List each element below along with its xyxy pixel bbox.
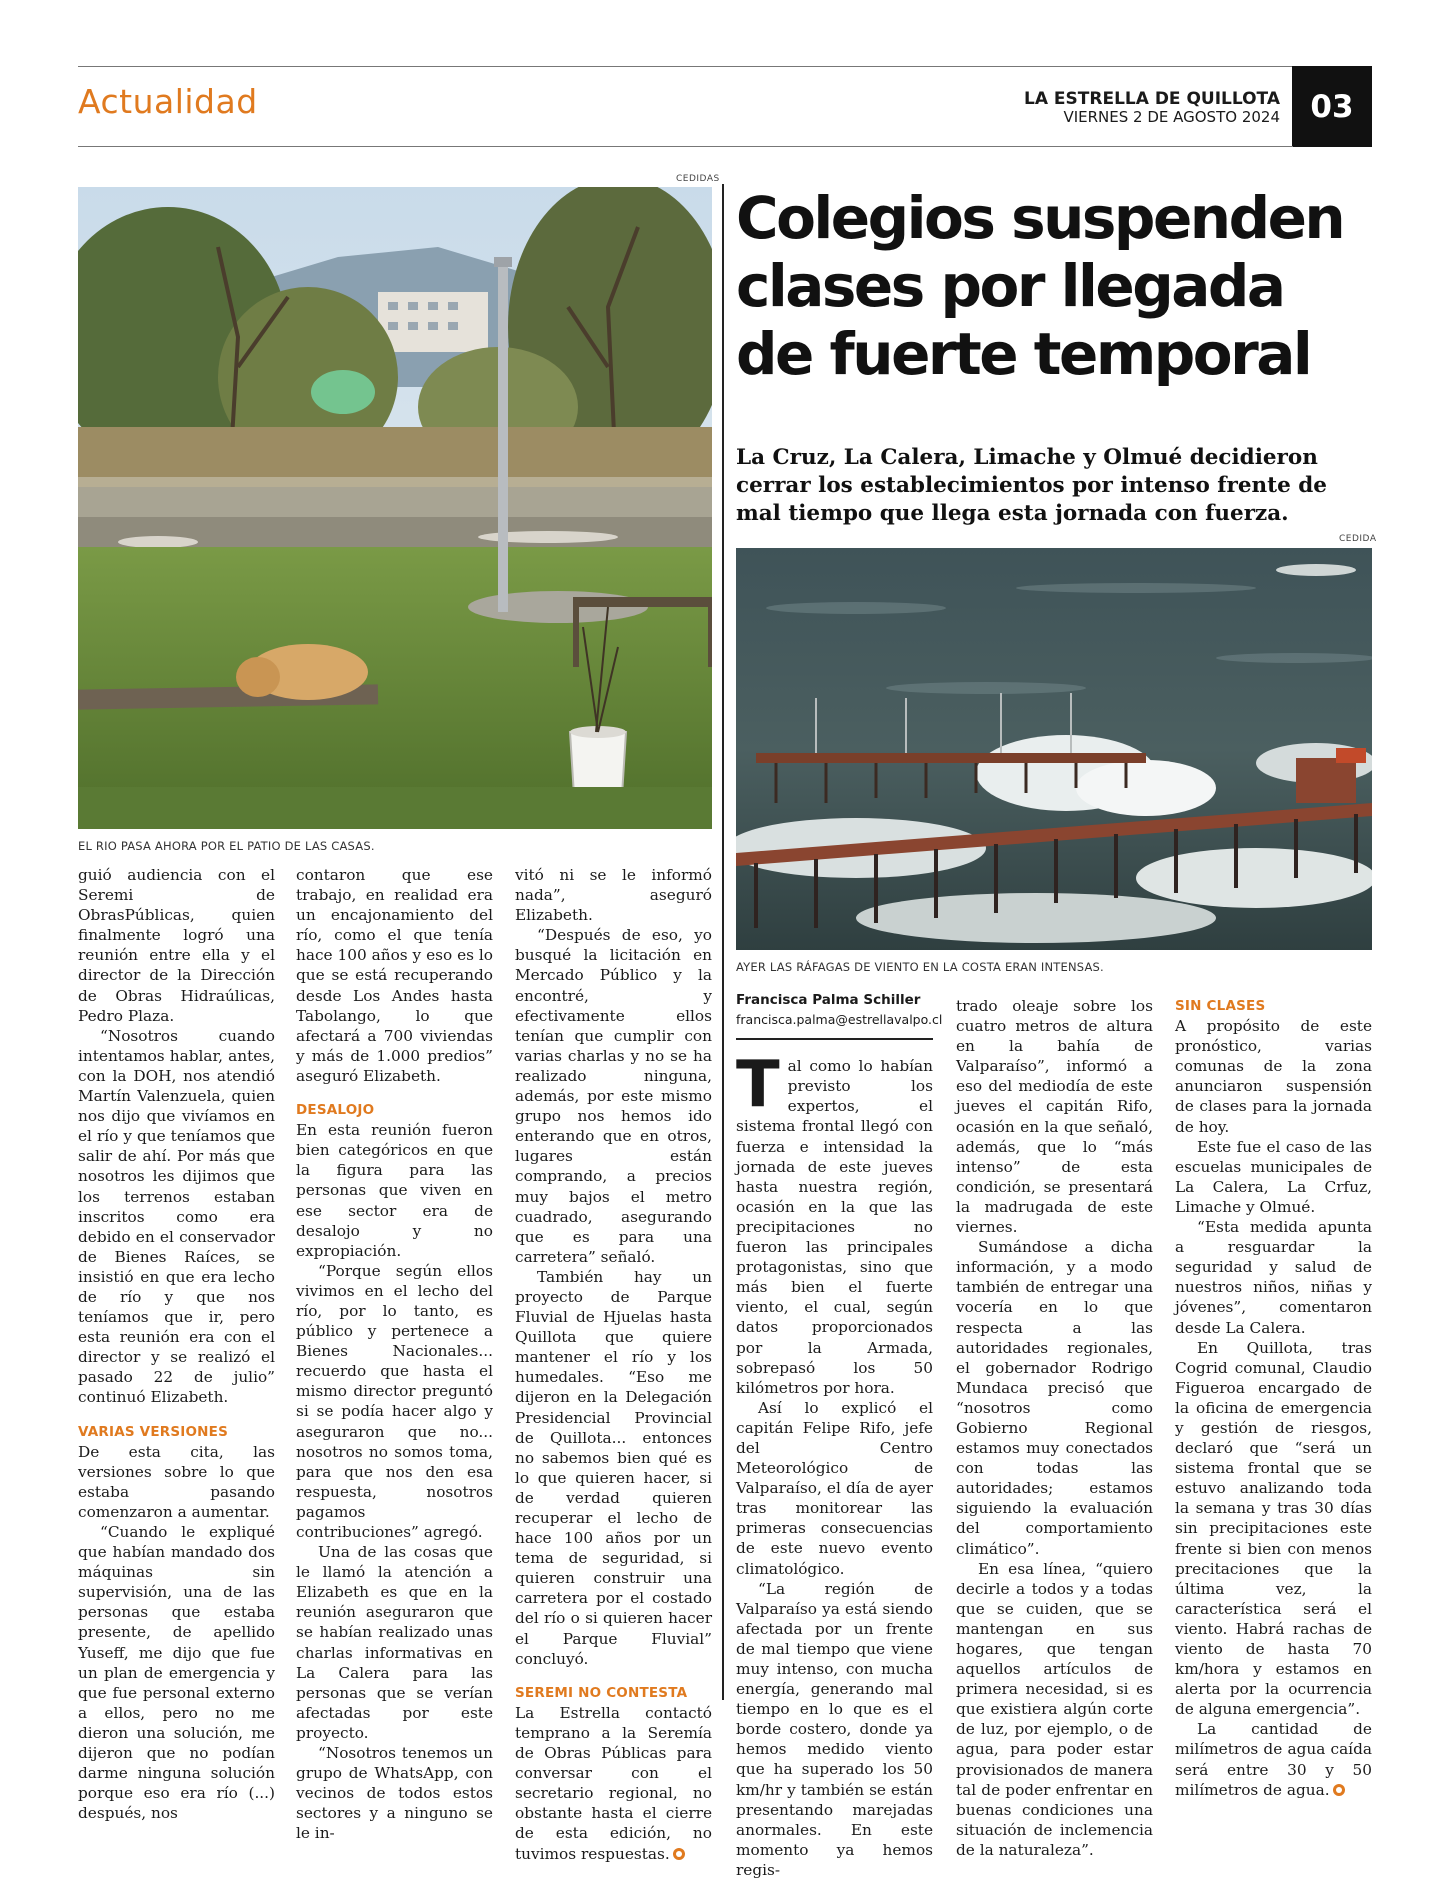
paragraph: vitó ni se le informó nada”, aseguró Elizabeth.: [515, 866, 712, 925]
left-story-column-2: [296, 865, 493, 1844]
newspaper-name: LA ESTRELLA DE QUILLOTA: [1024, 89, 1280, 109]
right-photo-credit: CEDIDA: [1339, 534, 1377, 544]
top-rule: [78, 66, 1372, 67]
right-story-column-1: [736, 990, 943, 1880]
end-of-story-icon: [1333, 1784, 1345, 1796]
subheading-varias-versiones: VARIAS VERSIONES: [78, 1423, 228, 1440]
paragraph: “Nosotros tenemos un grupo de WhatsApp, con vecinos de todos estos sectores y a ninguno se le in-: [296, 1744, 493, 1843]
stormy-pier-illustration: [736, 548, 1372, 950]
right-story-column-2: [956, 996, 1153, 1860]
right-story-column-3: [1175, 996, 1372, 1800]
paragraph: En Quillota, tras Cogrid comunal, Claudio Figueroa encargado de la oficina de emergencia y gestión de riesgos, declaró que “será un sistema frontal que se estuvo analizando toda la semana y tras 30 días sin precipitaciones este frente si bien con menos precitaciones que la última vez, la característica será el viento. Habrá rachas de viento de hasta 70 km/hora y estamos en alerta por la ocurrencia de alguna emergencia”.: [1175, 1338, 1372, 1719]
subheading-sin-clases: SIN CLASES: [1175, 998, 1266, 1014]
paragraph: “Nosotros cuando intentamos hablar, antes, con la DOH, nos atendió Martín Valenzuela, quien nos dijo que vivíamos en el río y que teníamos que salir de ahí. Por más que nosotros les dijimos que los terrenos estaban inscritos como era debido en el conservador de Bienes Raíces, se insistió en que era lecho de río y que nos teníamos que ir, pero esta reunión era con el director y se realizó el pasado 22 de julio” continuó Elizabeth.: [78, 1026, 275, 1407]
paragraph: La Estrella contactó temprano a la Seremía de Obras Públicas para conversar con el secretario regional, no obstante hasta el cierre de esta edición, no tuvimos respuestas.: [515, 1703, 712, 1863]
page-number: 03: [1292, 66, 1372, 147]
river-yard-photo: [78, 187, 712, 829]
end-of-story-icon: [673, 1848, 685, 1860]
subheading-desalojo: DESALOJO: [296, 1102, 375, 1119]
byline-rule: [736, 1038, 933, 1040]
header-bottom-rule: [78, 146, 1293, 147]
paragraph: Este fue el caso de las escuelas municipales de La Calera, La Crfuz, Limache y Olmué.: [1175, 1137, 1372, 1216]
section-title: Actualidad: [78, 82, 258, 121]
paragraph: Sumándose a dicha información, y a modo también de entregar una vocería en lo que respecta a las autoridades regionales, el gobernador Rodrigo Mundaca precisó que “nosotros como Gobierno Regional estamos muy conectados con todas las autoridades; estamos siguiendo la evaluación del comportamiento climático”.: [956, 1238, 1153, 1558]
right-photo-caption: AYER LAS RÁFAGAS DE VIENTO EN LA COSTA ERAN INTENSAS.: [736, 960, 1104, 974]
paragraph: La cantidad de milímetros de agua caída será entre 30 y 50 milímetros de agua.: [1175, 1720, 1372, 1799]
stormy-pier-photo: [736, 548, 1372, 950]
drop-cap: T: [736, 1048, 780, 1123]
paragraph: A propósito de este pronóstico, varias comunas de la zona anunciaron suspensión de clases para la jornada de hoy.: [1175, 1017, 1372, 1136]
paragraph: “Esta medida apunta a resguardar la seguridad y salud de nuestros niños, niñas y jóvenes”, comentaron desde La Calera.: [1175, 1218, 1372, 1337]
left-photo-caption: EL RIO PASA AHORA POR EL PATIO DE LAS CASAS.: [78, 839, 375, 853]
paragraph: trado oleaje sobre los cuatro metros de altura en la bahía de Valparaíso”, informó a eso del mediodía de este jueves el capitán Rifo, ocasión en la que señaló, además, que lo “más intenso” de esta condición, se presentará la madrugada de este viernes.: [956, 997, 1153, 1237]
article-deck: La Cruz, La Calera, Limache y Olmué decidieron cerrar los establecimientos por intenso frente de mal tiempo que llega esta jornada con fuerza.: [736, 445, 1327, 526]
paragraph: “Porque según ellos vivimos en el lecho del río, por lo tanto, es público y pertenece a Bienes Nacionales... recuerdo que hasta el mismo director preguntó si se podía hacer algo y aseguraron que no... nosotros no somos toma, para que nos den esa respuesta, nosotros pagamos contribuciones” agregó.: [296, 1261, 493, 1541]
paragraph: También hay un proyecto de Parque Fluvial de Hjuelas hasta Quillota que quiere mantener el río y los humedales. “Eso me dijeron en la Delegación Presidencial Provincial de Quillota... entonces no sabemos bien qué es lo que quieren hacer, si de verdad quieren recuperar el lecho de hace 100 años por un tema de seguridad, si quieren construir una carretera por el costado del río o si quieren hacer el Parque Fluvial” concluyó.: [515, 1267, 712, 1668]
left-story-column-1: [78, 865, 275, 1823]
paragraph: En esta reunión fueron bien categóricos en que la figura para las personas que viven en ese sector era de desalojo y no expropiación.: [296, 1121, 493, 1260]
paragraph: Una de las cosas que le llamó la atención a Elizabeth es que en la reunión aseguraron que se habían realizado unas charlas informativas en La Calera para las personas que se verían afectadas por este proyecto.: [296, 1543, 493, 1742]
river-yard-illustration: [78, 187, 712, 829]
paragraph: “Después de eso, yo busqué la licitación en Mercado Público y la encontré, y efectivamente ellos tenían que cumplir con varias charlas y no se ha realizado ninguna, además, por este mismo grupo nos hemos ido enterando que en otros, lugares están comprando, a precios muy bajos el metro cuadrado, asegurando que es para una carretera” señaló.: [515, 926, 712, 1266]
paragraph: Así lo explicó el capitán Felipe Rifo, jefe del Centro Meteorológico de Valparaíso, el día de ayer tras monitorear las primeras consecuencias de este nuevo evento climatológico.: [736, 1398, 933, 1578]
publication-date: VIERNES 2 DE AGOSTO 2024: [1063, 108, 1280, 126]
left-photo-credit: CEDIDAS: [676, 174, 720, 184]
left-story-column-3: [515, 865, 712, 1864]
paragraph: contaron que ese trabajo, en realidad era un encajonamiento del río, como el que tenía hace 100 años y eso es lo que se está recuperando desde Los Andes hasta Tabolango, lo que afectará a 700 viviendas y más de 1.000 predios” aseguró Elizabeth.: [296, 866, 493, 1085]
column-divider: [722, 184, 724, 1700]
paragraph: En esa línea, “quiero decirle a todos y a todas que se cuiden, que se mantengan en sus hogares, que tengan aquellos artículos de primera necesidad, si es que existiera algún corte de luz, por ejemplo, o de agua, para poder estar provisionados de manera tal de poder enfrentar en buenas condiciones una situación de inclemencia de la naturaleza”.: [956, 1559, 1153, 1859]
paragraph: De esta cita, las versiones sobre lo que estaba pasando comenzaron a aumentar.: [78, 1442, 275, 1521]
paragraph: guió audiencia con el Seremi de ObrasPúblicas, quien finalmente logró una reunión entre ella y el director de la Dirección de Obras Hidraúlicas, Pedro Plaza.: [78, 866, 275, 1025]
article-headline: Colegios suspenden clases por llegada de fuerte temporal: [736, 184, 1344, 388]
paragraph: “La región de Valparaíso ya está siendo afectada por un frente de mal tiempo que viene muy intenso, con mucha energía, generando mal tiempo en lo que es el borde costero, donde ya hemos medido viento que ha superado los 50 km/hr y también se están presentando marejadas anormales. En este momento ya hemos regis-: [736, 1579, 933, 1879]
byline-email: francisca.palma@estrellavalpo.cl: [736, 1012, 943, 1028]
byline-name: Francisca Palma Schiller: [736, 992, 921, 1008]
paragraph: al como lo habían previsto los expertos, el sistema frontal llegó con fuerza e intensidad la jornada de este jueves hasta nuestra región, ocasión en la que las precipitaciones no fueron las principales protagonistas, sino que más bien el fuerte viento, el cual, según datos proporcionados por la Armada, sobrepasó los 50 kilómetros por hora.: [736, 1057, 933, 1397]
paragraph: “Cuando le expliqué que habían mandado dos máquinas sin supervisión, una de las personas que estaba presente, de apellido Yuseff, me dijo que fue un plan de emergencia y que fue personal externo a ellos, pero no me dieron una solución, me dijeron que no podían darme ninguna solución porque eso era río (...) después, nos: [78, 1523, 275, 1823]
subheading-seremi-no-contesta: SEREMI NO CONTESTA: [515, 1684, 688, 1701]
